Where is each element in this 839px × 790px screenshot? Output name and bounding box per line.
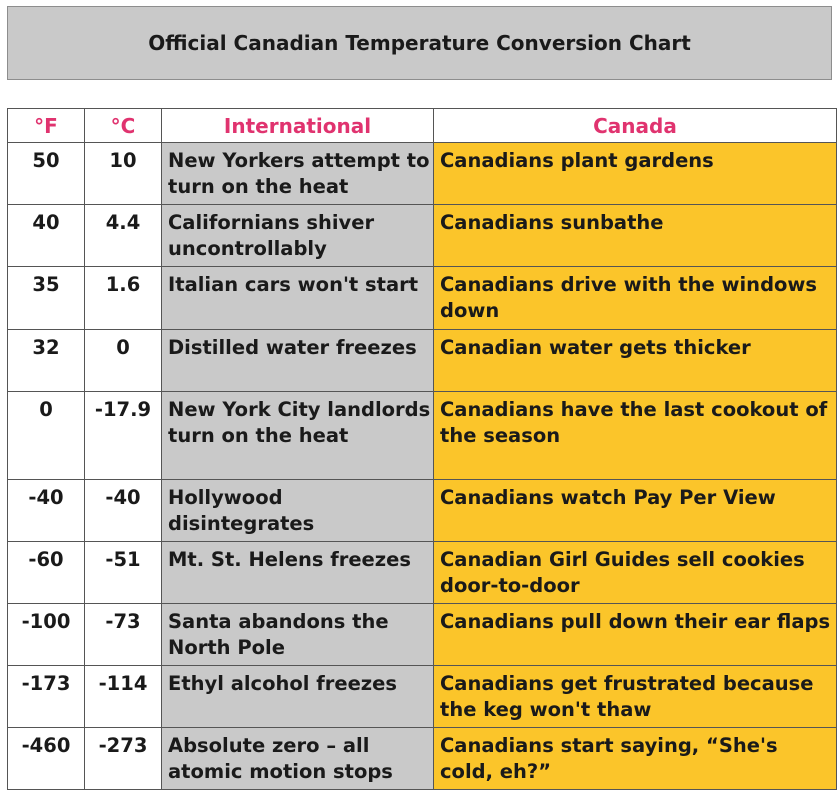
international-cell: New Yorkers attempt to turn on the heat xyxy=(162,143,434,205)
table-row xyxy=(8,143,837,205)
header-fahrenheit: °F xyxy=(8,109,85,143)
fahrenheit-cell: -173 xyxy=(8,666,85,728)
header-celsius: °C xyxy=(85,109,162,143)
celsius-cell: -40 xyxy=(85,480,162,542)
table-row xyxy=(8,480,837,542)
international-cell: Italian cars won't start xyxy=(162,267,434,330)
international-cell: Santa abandons the North Pole xyxy=(162,604,434,666)
canada-cell: Canadians watch Pay Per View xyxy=(434,480,837,542)
header-canada: Canada xyxy=(434,109,837,143)
canada-cell: Canadians drive with the windows down xyxy=(434,267,837,330)
celsius-cell: -51 xyxy=(85,542,162,604)
table-row xyxy=(8,728,837,790)
fahrenheit-cell: -460 xyxy=(8,728,85,790)
conversion-table xyxy=(7,108,837,790)
table-row xyxy=(8,666,837,728)
celsius-cell: 0 xyxy=(85,330,162,392)
fahrenheit-cell: 32 xyxy=(8,330,85,392)
international-cell: Mt. St. Helens freezes xyxy=(162,542,434,604)
table-row xyxy=(8,392,837,480)
header-row xyxy=(8,109,837,143)
canada-cell: Canadians sunbathe xyxy=(434,205,837,267)
international-cell: Californians shiver uncontrollably xyxy=(162,205,434,267)
table-row xyxy=(8,267,837,330)
fahrenheit-cell: 35 xyxy=(8,267,85,330)
international-cell: Ethyl alcohol freezes xyxy=(162,666,434,728)
international-cell: Hollywood disintegrates xyxy=(162,480,434,542)
fahrenheit-cell: -40 xyxy=(8,480,85,542)
canada-cell: Canadians pull down their ear flaps xyxy=(434,604,837,666)
fahrenheit-cell: -60 xyxy=(8,542,85,604)
canada-cell: Canadians have the last cookout of the season xyxy=(434,392,837,480)
fahrenheit-cell: 50 xyxy=(8,143,85,205)
celsius-cell: -114 xyxy=(85,666,162,728)
canada-cell: Canadian water gets thicker xyxy=(434,330,837,392)
table-row xyxy=(8,604,837,666)
canada-cell: Canadians start saying, “She's cold, eh?” xyxy=(434,728,837,790)
canada-cell: Canadian Girl Guides sell cookies door-to-door xyxy=(434,542,837,604)
canada-cell: Canadians plant gardens xyxy=(434,143,837,205)
international-cell: Distilled water freezes xyxy=(162,330,434,392)
chart-title: Official Canadian Temperature Conversion Chart xyxy=(7,6,832,80)
fahrenheit-cell: -100 xyxy=(8,604,85,666)
header-international: International xyxy=(162,109,434,143)
international-cell: Absolute zero – all atomic motion stops xyxy=(162,728,434,790)
table-row xyxy=(8,542,837,604)
fahrenheit-cell: 0 xyxy=(8,392,85,480)
table-row xyxy=(8,330,837,392)
celsius-cell: 10 xyxy=(85,143,162,205)
celsius-cell: 1.6 xyxy=(85,267,162,330)
celsius-cell: 4.4 xyxy=(85,205,162,267)
fahrenheit-cell: 40 xyxy=(8,205,85,267)
table-row xyxy=(8,205,837,267)
canada-cell: Canadians get frustrated because the keg won't thaw xyxy=(434,666,837,728)
celsius-cell: -73 xyxy=(85,604,162,666)
celsius-cell: -273 xyxy=(85,728,162,790)
celsius-cell: -17.9 xyxy=(85,392,162,480)
international-cell: New York City landlords turn on the heat xyxy=(162,392,434,480)
